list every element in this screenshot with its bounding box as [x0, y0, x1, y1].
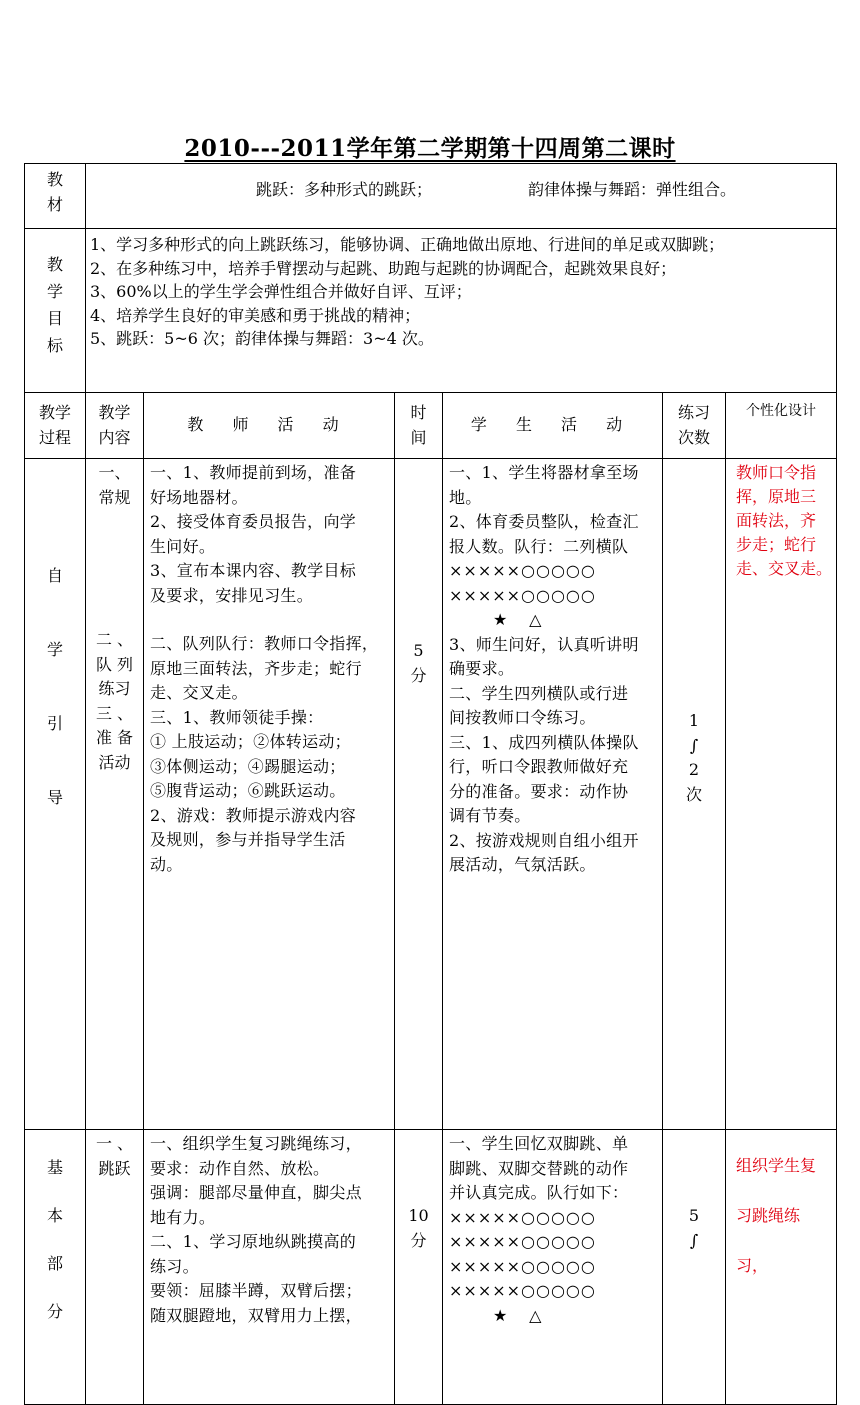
header-row	[25, 393, 837, 459]
goals-label: 教 学 目 标	[25, 229, 86, 393]
formation-row: ×××××○○○○○	[449, 561, 596, 580]
guide-content: 一、 常规 二 、 队 列 练习 三 、 准 备 活动	[86, 459, 144, 1130]
goals-content	[86, 229, 837, 393]
basic-student: 一、学生回忆双脚跳、单 脚跳、双脚交替跳的动作 并认真完成。队行如下： ×××××○○○○○ ×××××○○○○○ ×××××○○○○○ ×××××○○○○○ ★ △	[443, 1130, 663, 1405]
formation-markers: ★ △	[493, 610, 542, 629]
basic-content: 一 、 跳跃	[86, 1130, 144, 1405]
guide-teacher: 一、1、教师提前到场，准备 好场地器材。 2、接受体育委员报告，向学 生问好。 3、宣布本课内容、教学目标 及要求，安排见习生。 二、队列队行：教师口令指挥， 原地三面转法，齐步走；蛇行 走、交叉走。 三、1、教师领徒手操： ① 上肢运动；②体转运动； ③体侧运动；④踢腿运动； ⑤腹背运动；⑥跳跃运动。 2、游戏：教师提示游戏内容 及规则，参与并指导学生活 动。	[144, 459, 395, 1130]
header-practice: 练习 次数	[663, 393, 726, 459]
header-time: 时 间	[395, 393, 443, 459]
material-row	[25, 164, 837, 229]
basic-time: 10 分	[395, 1130, 443, 1405]
basic-design: 组织学生复 习跳绳练 习，	[726, 1130, 837, 1405]
basic-teacher: 一、组织学生复习跳绳练习， 要求：动作自然、放松。 强调：腿部尽量伸直，脚尖点 地有力。 二、1、学习原地纵跳摸高的 练习。 要领：屈膝半蹲，双臂后摆； 随双腿蹬地，双臂用力上摆，	[144, 1130, 395, 1405]
guide-practice: 1 ∫ 2 次	[663, 459, 726, 1130]
formation-row: ×××××○○○○○	[449, 1232, 596, 1251]
goal-item: 4、培养学生良好的审美感和勇于挑战的精神；	[90, 305, 421, 325]
basic-process: 基 本 部 分	[25, 1130, 86, 1405]
material-item-dance: 韵律体操与舞蹈：弹性组合。	[528, 180, 737, 199]
material-content	[86, 164, 837, 229]
guide-design: 教师口令指 挥，原地三 面转法，齐 步走；蛇行 走、交叉走。	[726, 459, 837, 1130]
header-teacher: 教 师 活 动	[144, 393, 395, 459]
formation-row: ×××××○○○○○	[449, 1281, 596, 1300]
goals-row	[25, 229, 837, 393]
guide-process: 自 学 引 导	[25, 459, 86, 1130]
header-content: 教学 内容	[86, 393, 144, 459]
formation-markers: ★ △	[493, 1305, 542, 1325]
guide-time: 5 分	[395, 459, 443, 1130]
header-design: 个性化设计	[726, 393, 837, 459]
formation-row: ×××××○○○○○	[449, 1256, 596, 1276]
header-student: 学 生 活 动	[443, 393, 663, 459]
goal-item: 2、在多种练习中，培养手臂摆动与起跳、助跑与起跳的协调配合，起跳效果良好；	[90, 258, 677, 278]
goal-item: 3、60%以上的学生学会弹性组合并做好自评、互评；	[90, 282, 472, 301]
material-label: 教 材	[25, 164, 86, 229]
guide-row	[25, 459, 837, 1130]
goal-item: 1、学习多种形式的向上跳跃练习，能够协调、正确地做出原地、行进间的单足或双脚跳；	[90, 235, 725, 254]
goal-item: 5、跳跃：5~6 次；韵律体操与舞蹈：3~4 次。	[90, 329, 434, 348]
formation-row: ×××××○○○○○	[449, 1207, 596, 1227]
guide-student: 一、1、学生将器材拿至场 地。 2、体育委员整队，检查汇 报人数。队行：二列横队 ×××××○○○○○ ×××××○○○○○ ★ △ 3、师生问好，认真听讲明 确要求。 二、学生四列横队或行进 间按教师口令练习。 三、1、成四列横队体操队 行，听口令跟教师做好充 分的准备。要求：动作协 调有节奏。 2、按游戏规则自组小组开 展活动，气氛活跃。	[443, 459, 663, 1130]
basic-practice: 5 ∫	[663, 1130, 726, 1405]
page-title: 2010---2011学年第二学期第十四周第二课时	[184, 135, 676, 162]
header-process: 教学 过程	[25, 393, 86, 459]
basic-row	[25, 1130, 837, 1405]
formation-row: ×××××○○○○○	[449, 585, 596, 605]
material-item-jump: 跳跃：多种形式的跳跃；	[256, 180, 433, 199]
lesson-plan-table	[24, 163, 837, 1405]
